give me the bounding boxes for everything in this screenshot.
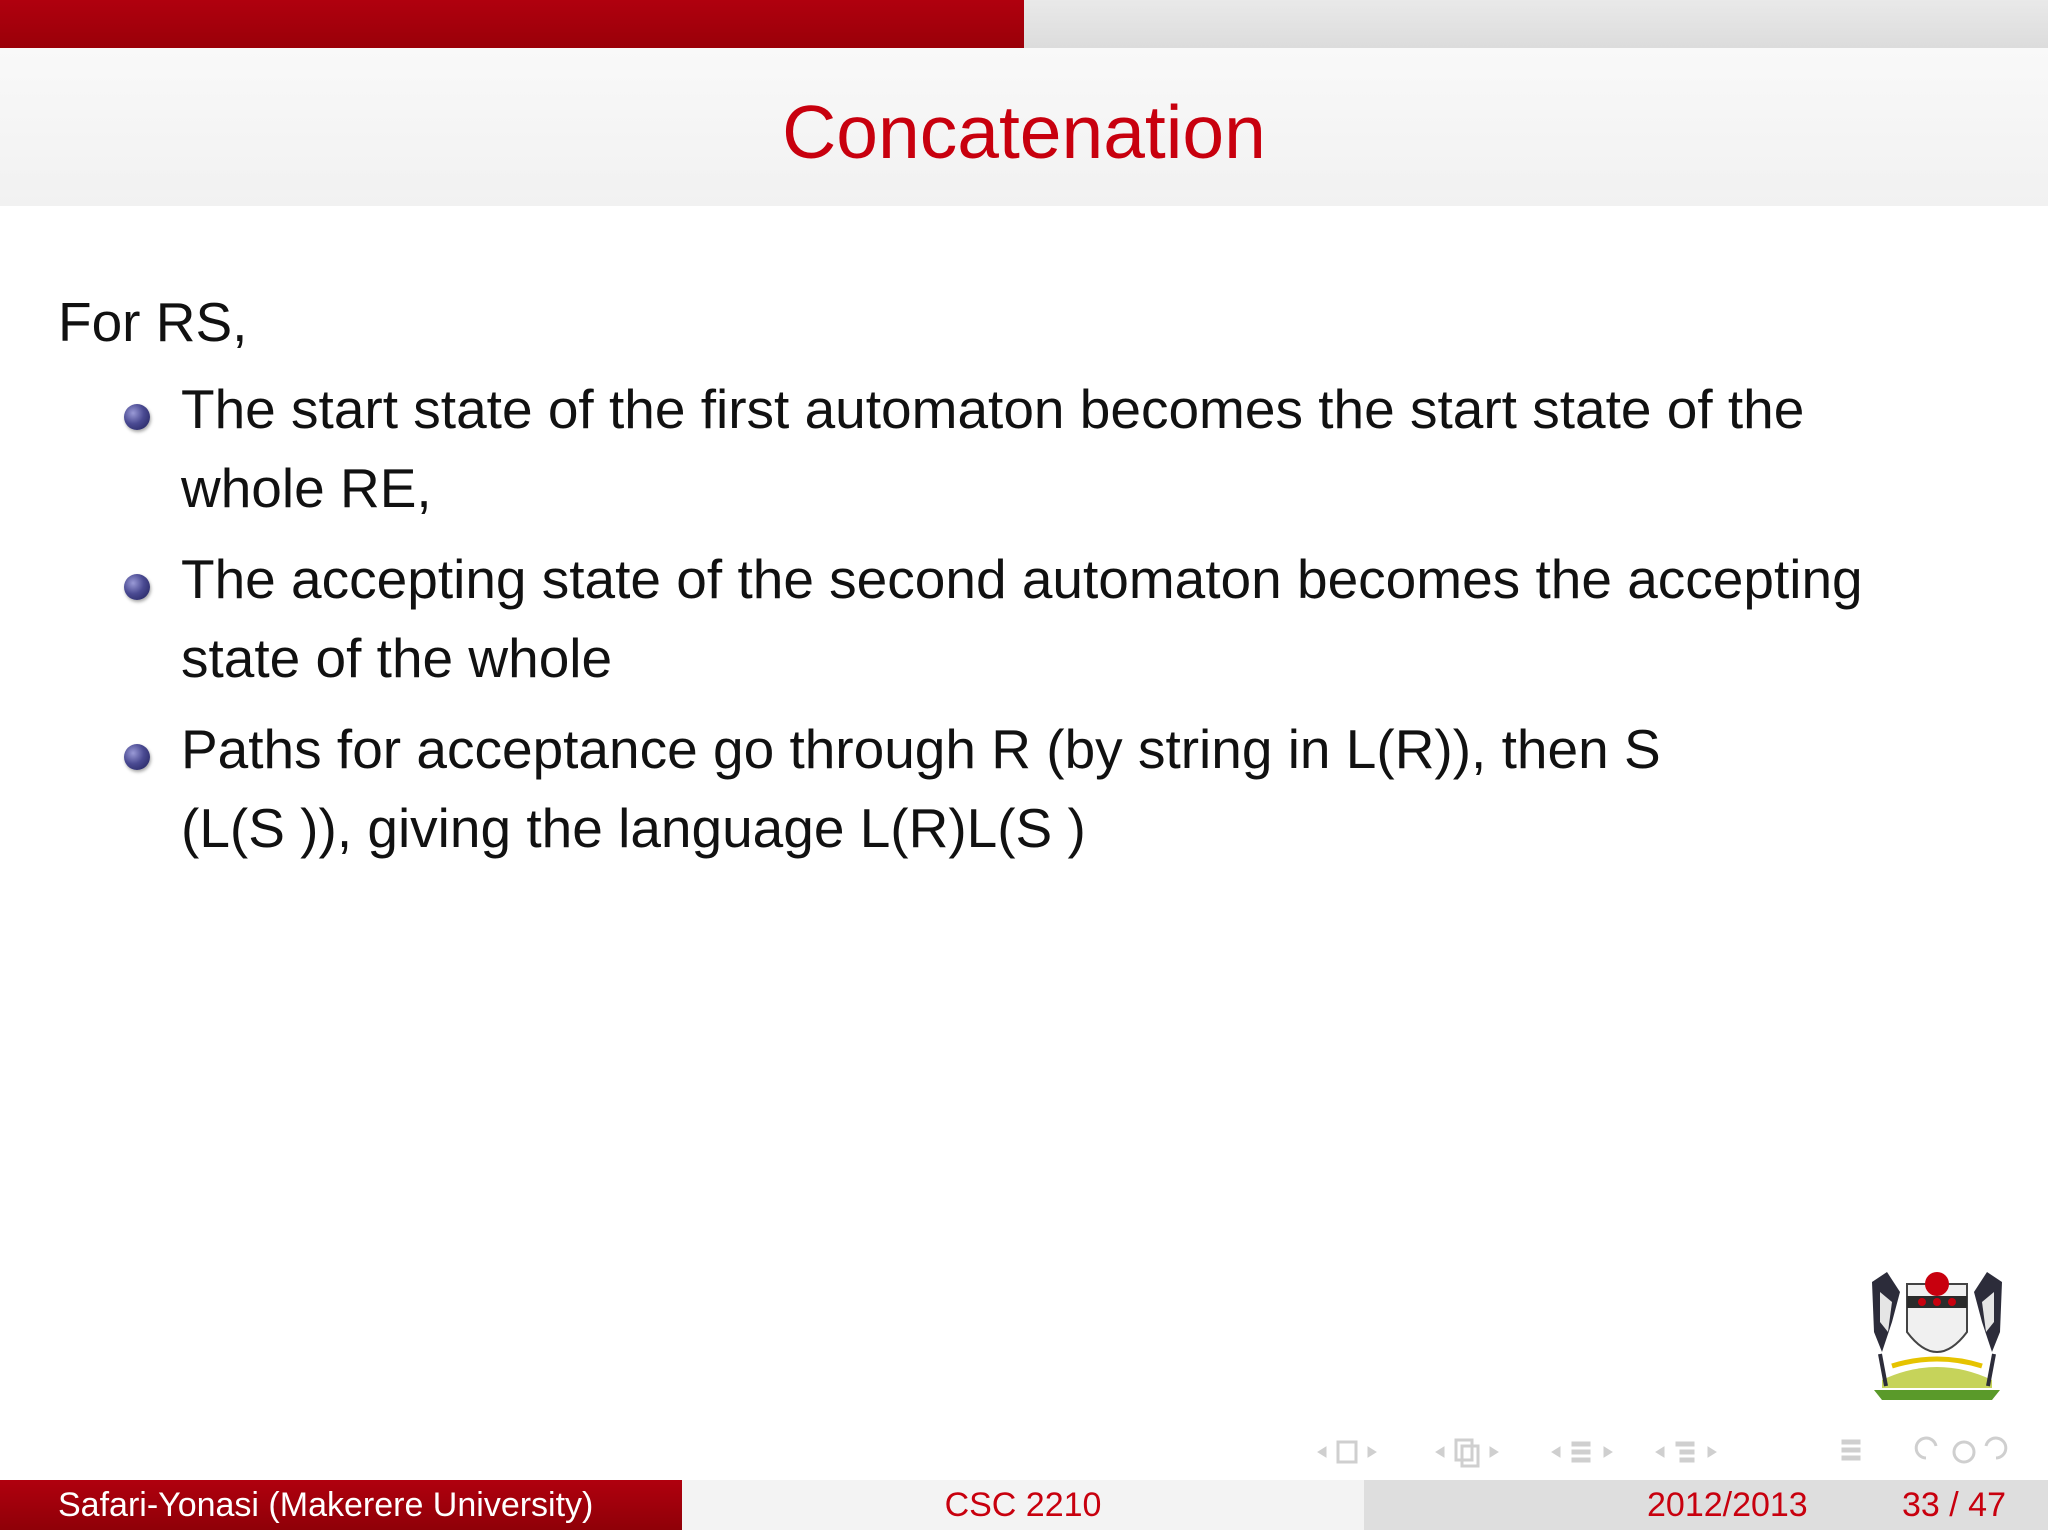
nav-prev-subsection-icon[interactable] (1436, 1447, 1444, 1457)
bullet-item (0, 370, 1961, 528)
bullet-item (0, 540, 1961, 698)
footer-right (1364, 1480, 2048, 1530)
lead-text: For RS, (58, 291, 248, 353)
bullet-ball-icon (124, 404, 150, 430)
footer-page-number: 33 / 47 (1902, 1486, 2006, 1524)
nav-next-section-icon[interactable] (1604, 1447, 1612, 1457)
frame-icon (1338, 1442, 1356, 1462)
bullet-ball-icon (124, 744, 150, 770)
bullet-line: The accepting state of the second automaton becomes the accepting (181, 548, 1863, 610)
undo-icon[interactable] (1916, 1438, 1936, 1458)
bullet-line: state of the whole (181, 627, 613, 689)
footer-bar (0, 1480, 2048, 1530)
bullet-line: (L(S )), giving the language L(R)L(S ) (181, 797, 1086, 859)
nav-prev-section-icon[interactable] (1552, 1447, 1560, 1457)
nav-prev-slide-icon[interactable] (1656, 1447, 1664, 1457)
slide-progress-fill (0, 0, 1024, 48)
nav-next-subsection-icon[interactable] (1490, 1447, 1498, 1457)
bullet-line: whole RE, (181, 457, 432, 519)
search-icon[interactable] (1954, 1442, 1974, 1462)
bullet-line: The start state of the first automaton becomes the start state of the (181, 378, 1805, 440)
footer-course: CSC 2210 (944, 1486, 1102, 1524)
footer-left (0, 1480, 682, 1530)
bullet-list (0, 370, 2048, 880)
slide-title: Concatenation (782, 90, 1266, 174)
footer-year: 2012/2013 (1647, 1486, 1808, 1524)
nav-next-frame-icon[interactable] (1368, 1447, 1376, 1457)
redo-icon[interactable] (1986, 1438, 2006, 1458)
footer-author: Safari-Yonasi (Makerere University) (58, 1486, 594, 1524)
subsection-icon (1462, 1446, 1478, 1466)
beamer-navigation (1316, 1432, 2036, 1472)
slide-progress-bar (0, 0, 2048, 48)
nav-next-slide-icon[interactable] (1708, 1447, 1716, 1457)
navigation-symbols-icon[interactable] (1316, 1432, 2036, 1472)
bullet-item (0, 710, 1961, 868)
bullet-line: Paths for acceptance go through R (by string in L(R)), then S (181, 718, 1661, 780)
nav-prev-frame-icon[interactable] (1318, 1447, 1326, 1457)
bullet-ball-icon (124, 574, 150, 600)
university-seal-logo (1852, 1262, 2022, 1422)
footer-middle (682, 1480, 1364, 1530)
